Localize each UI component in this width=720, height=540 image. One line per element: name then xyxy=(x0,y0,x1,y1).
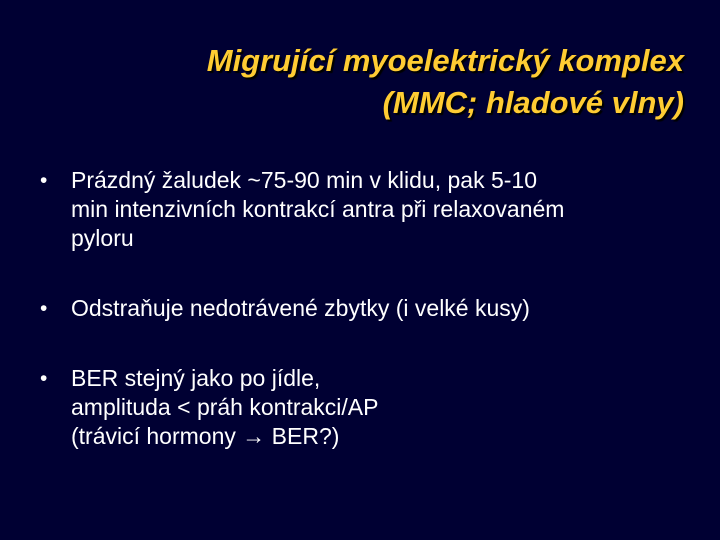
bullet-text-line: Odstraňuje nedotrávené zbytky (i velké kusy) xyxy=(71,295,530,321)
bullet-text-line: (trávicí hormony → BER?) xyxy=(71,423,340,449)
bullet-item-empty-stomach xyxy=(40,166,690,253)
bullet-item-residue-removal xyxy=(40,294,690,323)
bullet-icon: • xyxy=(40,297,48,320)
title-line-1: Migrující myoelektrický komplex xyxy=(206,43,684,78)
bullet-icon: • xyxy=(40,169,48,192)
bullet-item-ber xyxy=(40,364,690,451)
bullet-text-line: min intenzivních kontrakcí antra při relaxovaném xyxy=(71,196,565,222)
bullet-list xyxy=(40,166,690,451)
bullet-text-line: BER stejný jako po jídle, xyxy=(71,365,321,391)
slide-title xyxy=(84,40,684,124)
bullet-text-line: Prázdný žaludek ~75-90 min v klidu, pak 5-10 xyxy=(71,167,538,193)
bullet-icon: • xyxy=(40,367,48,390)
bullet-text-line: amplituda < práh kontrakci/AP xyxy=(71,394,379,420)
title-line-2: (MMC; hladové vlny) xyxy=(382,85,684,120)
bullet-text-line: pyloru xyxy=(71,225,134,251)
